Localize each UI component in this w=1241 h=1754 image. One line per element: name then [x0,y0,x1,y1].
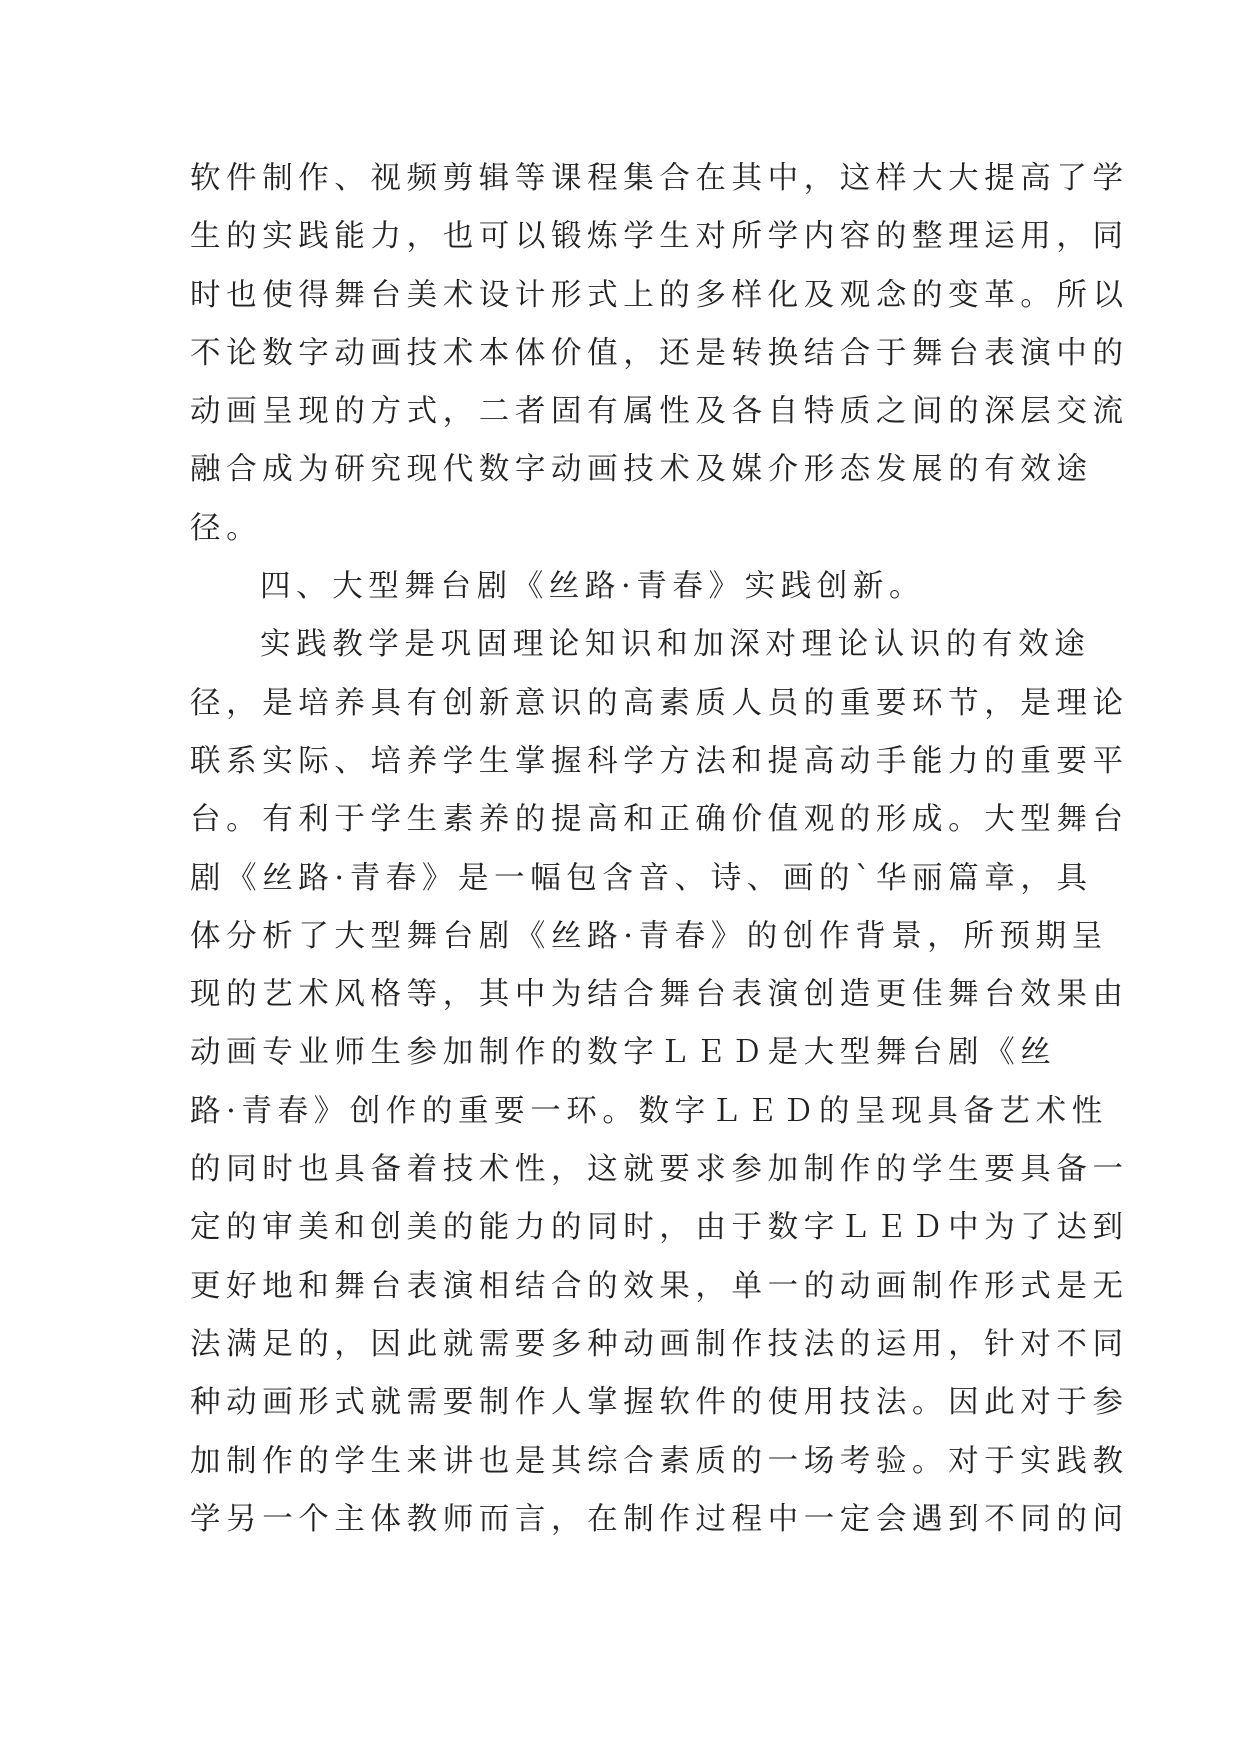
paragraph-first-line: 实践教学是巩固理论知识和加深对理论认识的有效途 [260,627,1091,663]
text-line: 加制作的学生来讲也是其综合素质的一场考验。对于实践教 [190,1443,1129,1479]
text-line: 不论数字动画技术本体价值，还是转换结合于舞台表演中的 [190,335,1129,371]
text-line: 法满足的，因此就需要多种动画制作技法的运用，针对不同 [190,1326,1129,1362]
section-heading: 四、大型舞台剧《丝路·青春》实践创新。 [260,569,926,605]
body-text [190,150,1129,1549]
text-line: 联系实际、培养学生掌握科学方法和提高动手能力的重要平 [190,743,1129,779]
text-line: 融合成为研究现代数字动画技术及媒介形态发展的有效途 [190,452,1093,488]
text-line: 台。有利于学生素养的提高和正确价值观的形成。大型舞台 [190,802,1129,838]
text-line: 体分析了大型舞台剧《丝路·青春》的创作背景，所预期呈 [190,918,1108,954]
text-line: 动画专业师生参加制作的数字ＬＥＤ是大型舞台剧《丝 [190,1035,1057,1071]
text-line: 径，是培养具有创新意识的高素质人员的重要环节，是理论 [190,685,1129,721]
text-line: 种动画形式就需要制作人掌握软件的使用技法。因此对于参 [190,1385,1129,1421]
text-line: 生的实践能力，也可以锻炼学生对所学内容的整理运用，同 [190,219,1129,255]
text-line: 径。 [190,510,263,546]
text-line: 动画呈现的方式，二者固有属性及各自特质之间的深层交流 [190,394,1129,430]
text-line: 定的审美和创美的能力的同时，由于数字ＬＥＤ中为了达到 [190,1210,1129,1246]
text-line: 软件制作、视频剪辑等课程集合在其中，这样大大提高了学 [190,161,1129,196]
text-line: 剧《丝路·青春》是一幅包含音、诗、画的`华丽篇章，具 [190,860,1093,896]
text-line: 现的艺术风格等，其中为结合舞台表演创造更佳舞台效果由 [190,977,1129,1013]
text-line: 学另一个主体教师而言，在制作过程中一定会遇到不同的问 [190,1501,1129,1537]
text-line: 更好地和舞台表演相结合的效果，单一的动画制作形式是无 [190,1268,1129,1304]
text-line: 的同时也具备着技术性，这就要求参加制作的学生要具备一 [190,1152,1129,1188]
text-line: 时也使得舞台美术设计形式上的多样化及观念的变革。所以 [190,277,1129,313]
text-line: 路·青春》创作的重要一环。数字ＬＥＤ的呈现具备艺术性 [190,1093,1108,1129]
